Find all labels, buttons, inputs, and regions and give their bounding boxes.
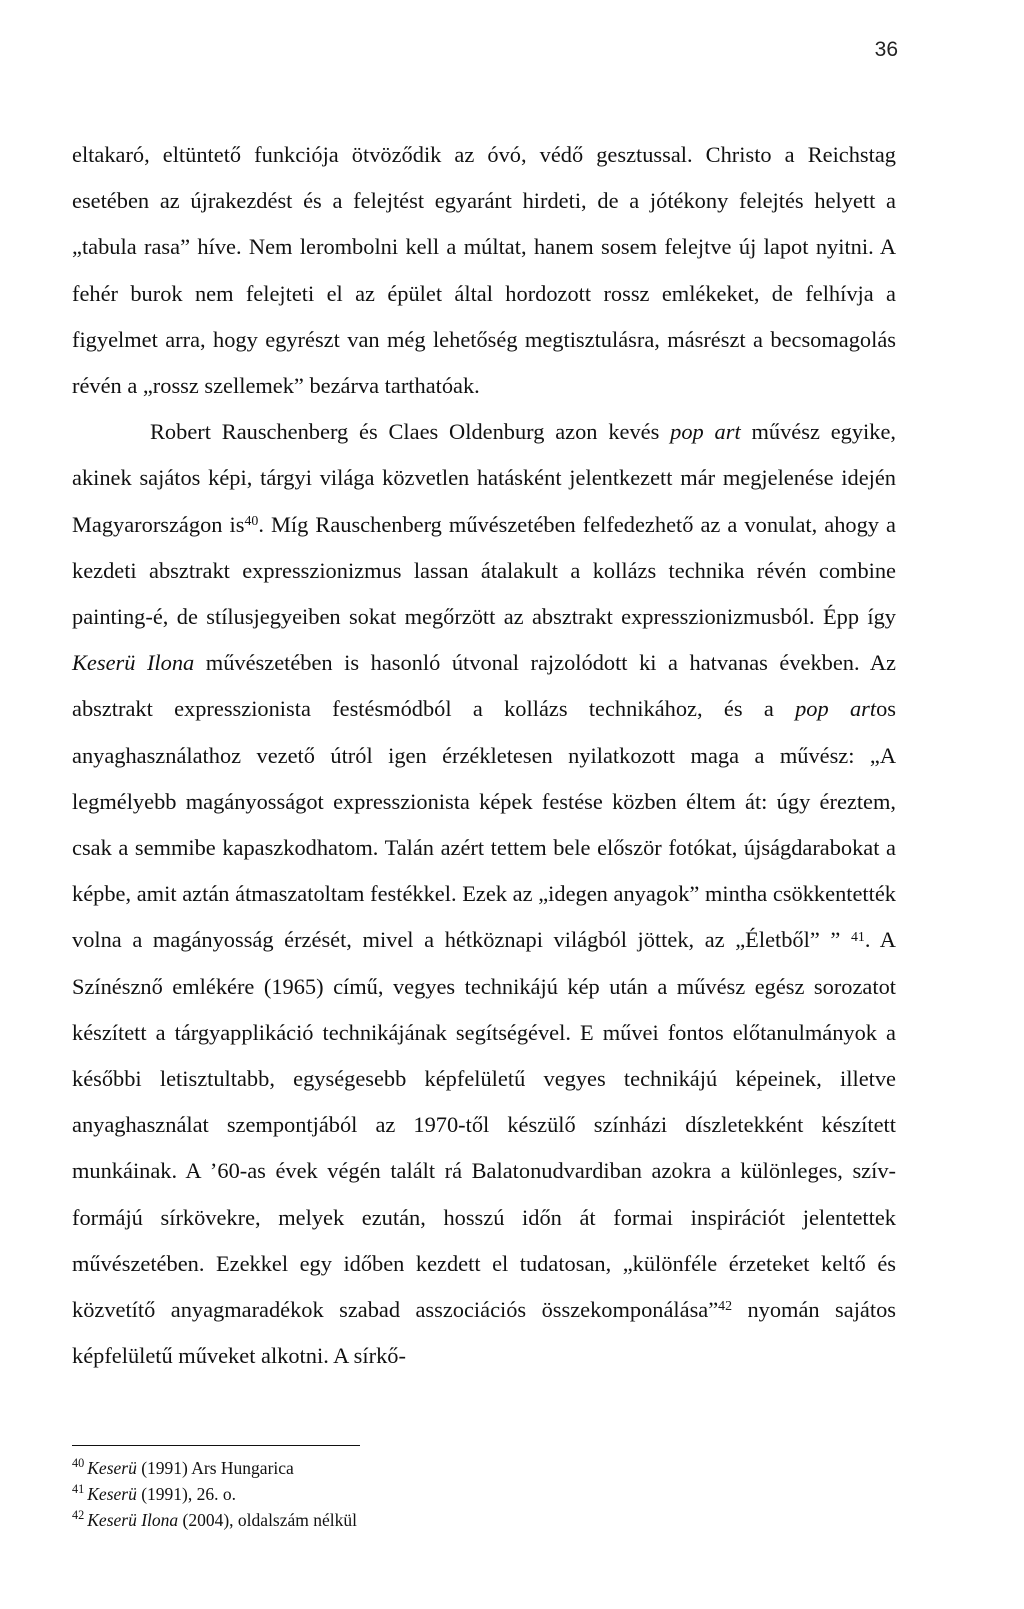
footnote [72, 1507, 872, 1533]
footnotes [72, 1455, 872, 1533]
body-text [72, 132, 896, 1379]
text-run: os anyaghasználathoz vezető útról igen érzékletesen nyilatkozott maga a művész: „A legmélyebb magányosságot expresszionista képek festése közben éltem át: úgy éreztem, csak a semmibe kapaszkodhatom. Talán azért tettem bele először fotókat, újságdarabokat a képbe, amit aztán átmaszatoltam festékkel. Ezek az „idegen anyagok” mintha csökkentették volna a magányosság érzését, mivel a hétköznapi világból jöttek, az „Életből” ” [72, 696, 896, 953]
italic-text: Keserü Ilona [87, 1510, 179, 1530]
footnote-number: 41 [72, 1482, 85, 1497]
footnote-number: 42 [72, 1508, 85, 1523]
italic-text: Keserü [87, 1458, 137, 1478]
text-run: nyomán sajátos képfelületű műveket alkotni. A sírkő- [72, 1297, 896, 1369]
footnote-ref: 40 [244, 513, 259, 529]
text-run: Robert Rauschenberg és Claes Oldenburg azon kevés [150, 419, 671, 445]
footnote-ref: 41 [850, 929, 865, 945]
italic-text: Keserü [87, 1484, 137, 1504]
page-number: 36 [874, 38, 898, 61]
footnote [72, 1481, 872, 1507]
text-run: . A Színésznő emlékére (1965) című, vegyes technikájú kép után a művész egész sorozatot készített a tárgyapplikáció technikájának segítségével. E művei fontos előtanulmányok a későbbi letisztultabb, egységesebb képfelületű vegyes technikájú képeinek, illetve anyaghasználat szempontjából az 1970-től készülő színházi díszletekként készített munkáinak. A ’60-as évek végén talált rá Balatonudvardiban azokra a különleges, szív-formájú sírkövekre, melyek ezután, hosszú időn át formai inspirációt jelentettek művészetében. Ezekkel egy időben kezdett el tudatosan, „különféle érzeteket keltő és közvetítő anyagmaradékok szabad asszociációs összekomponálása” [72, 927, 896, 1323]
footnote-number: 40 [72, 1456, 85, 1471]
text-run: eltakaró, eltüntető funkciója ötvöződik az óvó, védő gesztussal. Christo a Reichstag esetében az újrakezdést és a felejtést egyaránt hirdeti, de a jótékony felejtés helyett a „tabula rasa” híve. Nem lerombolni kell a múltat, hanem sosem felejtve új lapot nyitni. A fehér burok nem felejteti el az épület által hordozott rossz emlékeket, de felhívja a figyelmet arra, hogy egyrészt van még lehetőség megtisztulásra, másrészt a becsomagolás révén a „rossz szellemek” bezárva tarthatóak. [72, 142, 896, 399]
text-run: művészetében is hasonló útvonal rajzolódott ki a hatvanas években. Az absztrakt expresszionista festésmódból a kollázs technikához, és a [72, 650, 896, 722]
italic-text: pop art [670, 419, 741, 445]
footnote-ref: 42 [718, 1299, 733, 1315]
footnote [72, 1455, 872, 1481]
footnote-rule [72, 1445, 360, 1446]
italic-text: pop art [795, 696, 877, 722]
italic-text: Keserü Ilona [72, 650, 195, 676]
text-run: (1991), 26. o. [136, 1484, 236, 1504]
text-run: (2004), oldalszám nélkül [178, 1510, 358, 1530]
paragraph-2 [72, 409, 896, 1379]
paragraph-1 [72, 132, 896, 409]
text-run: . Míg Rauschenberg művészetében felfedezhető az a vonulat, ahogy a kezdeti absztrakt expresszionizmus lassan átalakult a kollázs technika révén combine painting-é, de stílusjegyeiben sokat megőrzött az absztrakt expresszionizmusból. Épp így [72, 511, 896, 630]
text-run: művész egyike, akinek sajátos képi, tárgyi világa közvetlen hatásként jelentkezett már megjelenése idején Magyarországon is [72, 419, 896, 537]
text-run: (1991) Ars Hungarica [136, 1458, 294, 1478]
